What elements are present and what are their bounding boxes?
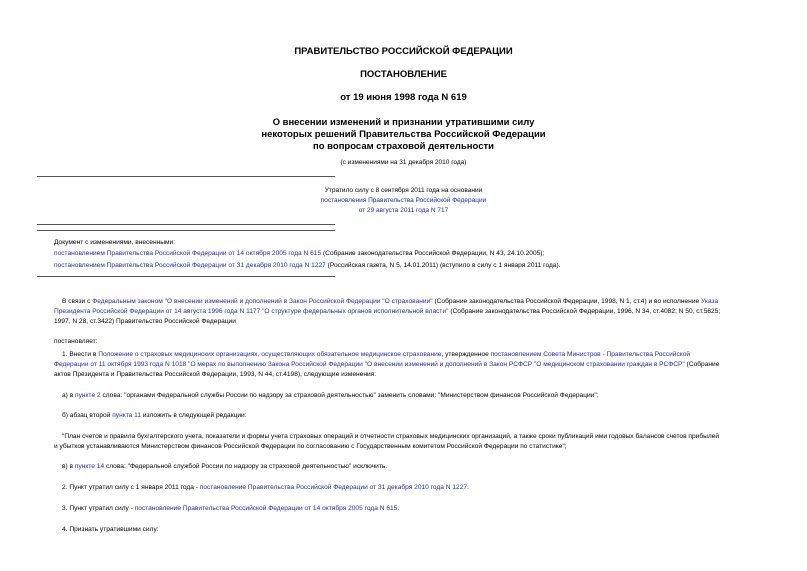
resolution-link[interactable]: постановлением Совета Министров - Правительства Российской bbox=[490, 351, 691, 358]
doc-title-line: О внесении изменений и признании утратившими силу bbox=[272, 117, 535, 128]
decree-word: постановляет: bbox=[54, 338, 98, 345]
divider bbox=[37, 224, 335, 225]
regulation-link[interactable]: Положение о страховых медицинских организациях, осуществляющих обязательное медицинское страхование bbox=[98, 351, 442, 358]
change-line bbox=[54, 261, 561, 271]
repeal-link[interactable]: постановление Правительства Российской Федерации от 31 декабря 2010 года N 1227 bbox=[199, 484, 468, 491]
repeal-link[interactable]: постановление Правительства Российской Федерации от 14 октября 2005 года N 615 bbox=[134, 505, 398, 512]
subitem-b: б) абзац второй пункта 11 изложить в следующей редакции: bbox=[62, 412, 247, 419]
item-4: 4. Признать утратившими силу: bbox=[62, 526, 159, 533]
validity-note bbox=[0, 186, 807, 216]
changes-intro: Документ с изменениями, внесенными: bbox=[54, 239, 176, 246]
item-1-line: 1. Внести в Положение о страховых медицинских организациях, осуществляющих обязательное медицинское страхование, утвержденное постановлением Совета Министров - Правительства Российской bbox=[62, 351, 691, 358]
item-2: 2. Пункт утратил силу с 1 января 2011 года - постановление Правительства Российской Федерации от 31 декабря 2010 года N 1227. bbox=[62, 484, 469, 491]
validity-line: Утратило силу с 8 сентября 2011 года на основании bbox=[324, 187, 483, 194]
doc-title-line: по вопросам страховой деятельности bbox=[313, 141, 494, 152]
change-source: (Российская газета, N 5, 14.01.2011) (вступило в силу с 1 января 2011 года). bbox=[325, 262, 561, 270]
item-1-line: Федерации от 11 октября 1993 года N 1018 "О мерах по выполнению Закона Российской Федерации "О внесении изменений и дополнений в Закон РСФСР "О медицинском страховании граждан в РСФСР" (Собрание bbox=[54, 361, 720, 368]
quote-line: и убытков устанавливаются Министерством финансов Российской Федерации по согласованию с Государственным комитетом Российской Федерации по статистике"; bbox=[54, 443, 567, 450]
federal-law-link[interactable]: Федеральным законом "О внесении изменений и дополнений в Закон Российской Федерации "О страховании" bbox=[92, 298, 433, 305]
quote-line: "План счетов и правила бухгалтерского учета, показатели и формы учета страховых операций и отчетности страховых медицинских организаций, а также сроки публикаций ими годовых балансов счетов прибылей bbox=[62, 433, 720, 440]
decree-link[interactable]: Президента Российской Федерации от 14 августа 1996 года N 1177 "О структуре федеральных органов исполнительной власти" bbox=[54, 308, 449, 315]
paragraph-1-line: 1997, N 28, ст.3422) Правительство Российской Федерации bbox=[54, 318, 236, 325]
change-link[interactable]: постановлением Правительства Российской Федерации от 14 октября 2005 года N 615 bbox=[54, 250, 322, 258]
validity-link[interactable]: от 29 августа 2011 года N 717 bbox=[358, 207, 449, 214]
revision-note: (с изменениями на 31 декабря 2010 года) bbox=[340, 159, 467, 166]
clause-link[interactable]: пункта 11 bbox=[112, 412, 141, 419]
subitem-v: в) в пункте 14 слова: "Федеральной службой России по надзору за страховой деятельностью" исключить. bbox=[62, 463, 388, 470]
doc-type: ПОСТАНОВЛЕНИЕ bbox=[360, 69, 447, 80]
subitem-a: а) в пункте 2 слова: "органами Федеральной службы России по надзору за страховой деятельностью" заменить словами: "Министерством финансов Российской Федерации"; bbox=[62, 392, 599, 399]
changes-block bbox=[54, 238, 561, 272]
validity-link[interactable]: постановления Правительства Российской Федерации bbox=[320, 197, 487, 204]
decree-link[interactable]: Указа bbox=[701, 298, 719, 305]
item-3: 3. Пункт утратил силу - постановление Правительства Российской Федерации от 14 октября 2005 года N 615. bbox=[62, 505, 400, 512]
doc-title-line: некоторых решений Правительства Российской Федерации bbox=[261, 129, 546, 140]
divider bbox=[37, 276, 335, 277]
change-source: (Собрание законодательства Российской Федерации, N 43, 24.10.2005); bbox=[321, 250, 545, 258]
doc-date-number: от 19 июня 1998 года N 619 bbox=[340, 92, 467, 103]
paragraph-1-line: В связи с Федеральным законом "О внесении изменений и дополнений в Закон Российской Федерации "О страховании" (Собрание законодательства Российской Федерации, 1998, N 1, ст.4) и во исполнение Указа bbox=[62, 298, 719, 305]
resolution-link[interactable]: Федерации от 11 октября 1993 года N 1018 "О мерах по выполнению Закона Российской Федерации "О внесении изменений и дополнений в Закон РСФСР "О медицинском страховании граждан в РСФСР" bbox=[54, 361, 685, 368]
divider bbox=[37, 176, 335, 177]
change-link[interactable]: постановлением Правительства Российской Федерации от 31 декабря 2010 года N 1227 bbox=[54, 262, 326, 270]
divider bbox=[37, 230, 335, 231]
change-line bbox=[54, 249, 561, 259]
item-1-line: актов Президента и Правительства Российской Федерации, 1993, N 44, ст.4198), следующие изменения: bbox=[54, 371, 377, 378]
paragraph-1-line: Президента Российской Федерации от 14 августа 1996 года N 1177 "О структуре федеральных органов исполнительной власти" (Собрание законодательства Российской Федерации, 1996, N 34, ст.4082; N 50, ст.5625; bbox=[54, 308, 721, 315]
org-title: ПРАВИТЕЛЬСТВО РОССИЙСКОЙ ФЕДЕРАЦИИ bbox=[294, 46, 513, 57]
doc-title bbox=[0, 117, 807, 153]
clause-link[interactable]: пункте 14 bbox=[74, 463, 105, 470]
clause-link[interactable]: пункте 2 bbox=[75, 392, 101, 399]
